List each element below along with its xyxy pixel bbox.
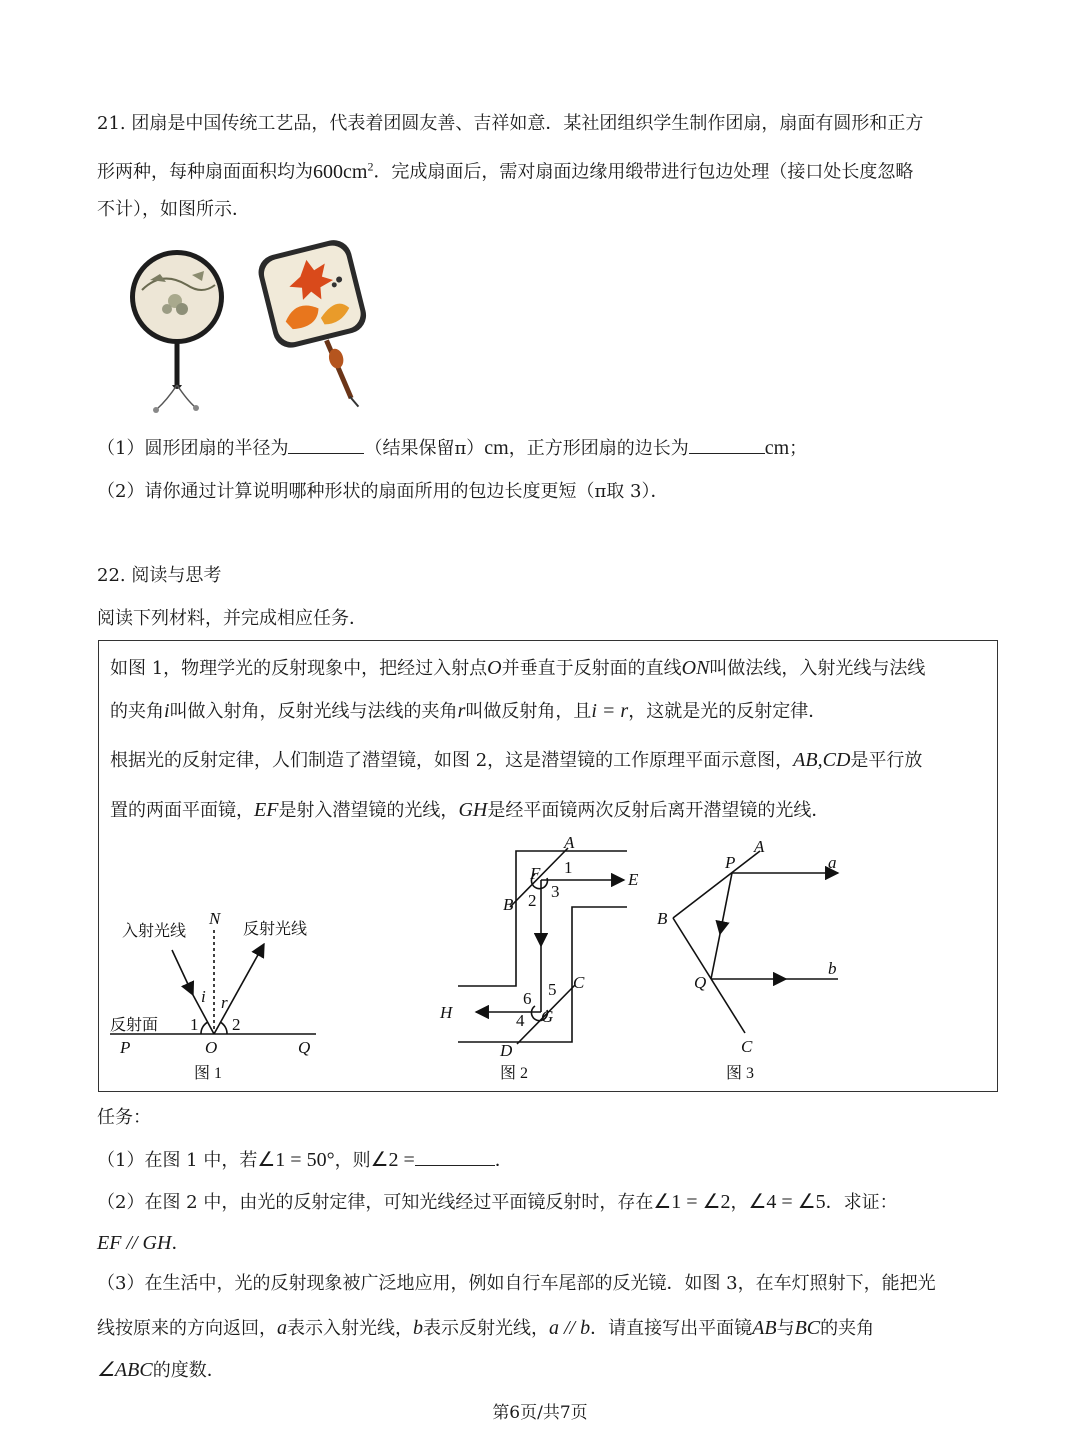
task-3-line1: （3）在生活中，光的反射现象被广泛地应用，例如自行车尾部的反光镜．如图 3，在车灯照射下，能把光 xyxy=(97,1273,936,1294)
fig1-label-2: 2 xyxy=(232,1015,241,1034)
task-1: （1）在图 1 中，若∠1 = 50°，则∠2 = ． xyxy=(97,1149,513,1171)
fig2-label-4: 4 xyxy=(516,1011,525,1030)
fig3-mirror-BC xyxy=(673,918,745,1033)
fig1-label-O: O xyxy=(205,1038,218,1057)
fig2-label-F: F xyxy=(530,864,541,883)
fig3-label-C: C xyxy=(741,1037,753,1056)
q21-line2: 形两种，每种扇面面积均为$600cm^2$．完成扇面后，需对扇面边缘用缎带进行包边处理（接口处长度忽略 xyxy=(97,159,914,183)
box-p4: 置的两面平面镜，EF是射入潜望镜的光线，GH是经平面镜两次反射后离开潜望镜的光线． xyxy=(110,799,830,821)
q22-intro: 阅读下列材料，并完成相应任务． xyxy=(97,608,367,629)
fig1-incident-ray xyxy=(172,950,193,995)
fig2-label-6: 6 xyxy=(523,989,532,1008)
fig1-surface-label: 反射面 xyxy=(110,1017,159,1034)
fig2-label-D: D xyxy=(500,1041,513,1060)
q21-line1: 21. 团扇是中国传统工艺品，代表着团圆友善、吉祥如意．某社团组织学生制作团扇，扇面有圆形和正方 xyxy=(97,113,924,134)
fig1-label-P: P xyxy=(120,1038,131,1057)
answer-blank-angle2[interactable] xyxy=(415,1149,495,1166)
fig2-outer-left-wall xyxy=(458,851,627,986)
fig3-label-A: A xyxy=(754,837,765,856)
fig3-label-P: P xyxy=(725,853,736,872)
fig1-label-N: N xyxy=(209,909,221,928)
fig2-label-G: G xyxy=(541,1007,554,1026)
fig2-caption: 图 2 xyxy=(500,1065,529,1082)
task-2-line2: EF // GH． xyxy=(97,1232,190,1254)
fig3-label-B: B xyxy=(657,909,668,928)
fig1-label-1: 1 xyxy=(190,1015,199,1034)
fig3-caption: 图 3 xyxy=(726,1065,755,1082)
box-p1: 如图 1，物理学光的反射现象中，把经过入射点O并垂直于反射面的直线ON叫做法线，入射光线与法线 xyxy=(110,657,926,679)
q21-line3: 不计），如图所示． xyxy=(97,199,250,220)
figure-3 xyxy=(673,851,838,1033)
q21-sub2: （2）请你通过计算说明哪种形状的扇面所用的包边长度更短（π取 3）． xyxy=(97,481,669,502)
fig1-caption: 图 1 xyxy=(194,1065,223,1082)
fig2-label-C: C xyxy=(573,973,585,992)
fig1-label-i: i xyxy=(201,987,206,1006)
fig3-label-b: b xyxy=(828,959,837,978)
figure-1-labels xyxy=(110,909,310,1082)
tasks-title: 任务： xyxy=(97,1107,151,1128)
fig2-label-1: 1 xyxy=(564,858,573,877)
box-p2: 的夹角i叫做入射角，反射光线与法线的夹角r叫做反射角，且i = r，这就是光的反射定律． xyxy=(110,700,827,722)
fig2-label-2: 2 xyxy=(528,891,537,910)
page-footer: 第6页/共7页 xyxy=(492,1403,588,1423)
task-3-line3: ∠ABC的度数． xyxy=(97,1359,225,1381)
fig3-label-Q: Q xyxy=(694,973,707,992)
fig1-label-Q: Q xyxy=(298,1038,311,1057)
figure-2-labels xyxy=(439,833,639,1082)
fig1-incident-label: 入射光线 xyxy=(122,923,187,940)
fig2-label-5: 5 xyxy=(548,980,557,999)
q21-sub1: （1）圆形团扇的半径为 （结果保留π）cm，正方形团扇的边长为 cm； xyxy=(97,437,808,459)
fig1-reflected-label: 反射光线 xyxy=(243,921,308,938)
fig2-label-E: E xyxy=(628,870,639,889)
fig1-label-r: r xyxy=(221,993,228,1012)
task-3-line2: 线按原来的方向返回，a表示入射光线，b表示反射光线，a // b．请直接写出平面镜AB与BC的夹角 xyxy=(97,1317,875,1339)
area-value: $600cm^2$ xyxy=(313,159,374,183)
fig2-label-3: 3 xyxy=(551,882,560,901)
fig3-ray-PQ xyxy=(720,873,732,934)
q22-title: 22. 阅读与思考 xyxy=(97,565,222,586)
box-p3: 根据光的反射定律，人们制造了潜望镜，如图 2，这是潜望镜的工作原理平面示意图，AB,CD是平行放 xyxy=(110,749,923,771)
fig3-mirror-AB xyxy=(673,851,760,918)
fig3-label-a: a xyxy=(828,853,837,872)
fig2-label-A: A xyxy=(564,833,575,852)
fig2-label-B: B xyxy=(503,895,514,914)
task-2: （2）在图 2 中，由光的反射定律，可知光线经过平面镜反射时，存在∠1 = ∠2，∠4 = ∠5．求证： xyxy=(97,1191,898,1213)
fig2-label-H: H xyxy=(440,1003,453,1022)
